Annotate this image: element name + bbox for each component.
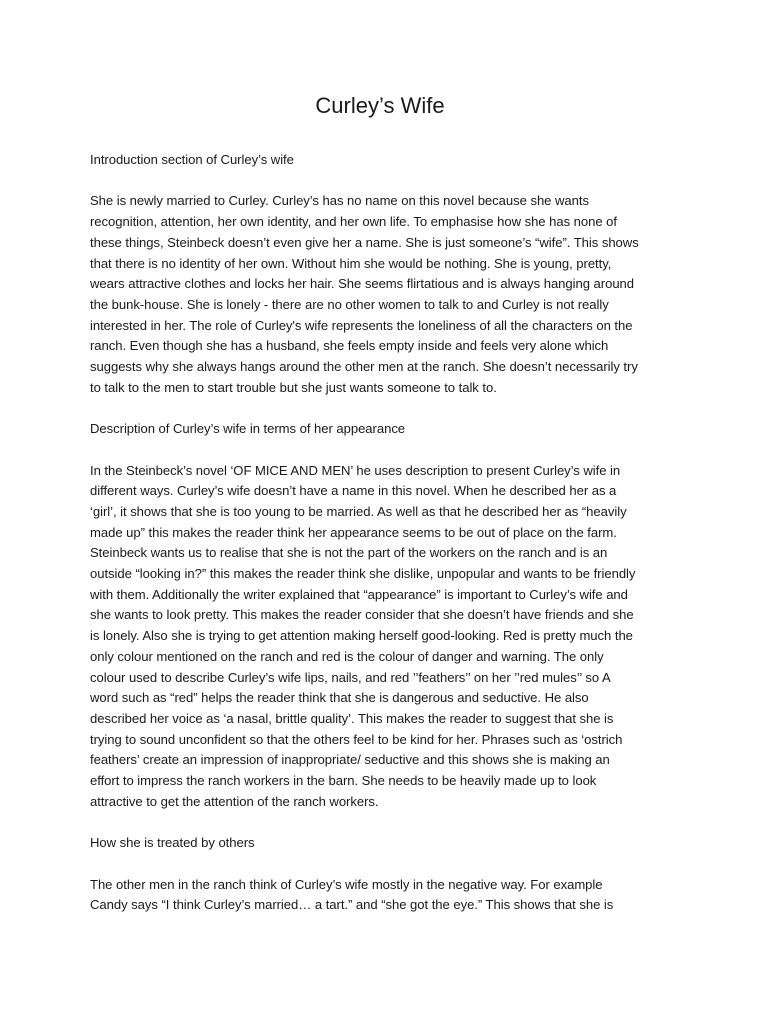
paragraph-introduction — [90, 191, 690, 398]
text-line: colour used to describe Curley’s wife lips, nails, and red ’’feathers’’ on her ’’red mules’’ so A — [90, 669, 611, 685]
text-line: only colour mentioned on the ranch and red is the colour of danger and warning. The only — [90, 648, 604, 664]
text-line: trying to sound unconfident so that the others feel to be kind for her. Phrases such as ‘ostrich — [90, 731, 623, 747]
text-line: How she is treated by others — [90, 835, 255, 851]
text-line: The other men in the ranch think of Curley’s wife mostly in the negative way. For example — [90, 876, 603, 892]
section-heading-appearance — [90, 419, 690, 440]
text-line: different ways. Curley’s wife doesn’t have a name in this novel. When he described her as a — [90, 483, 617, 499]
document-body — [90, 150, 690, 937]
text-line: to talk to the men to start trouble but she just wants someone to talk to. — [90, 379, 497, 395]
text-line: wears attractive clothes and locks her hair. She seems flirtatious and is always hanging around — [90, 276, 635, 292]
paragraph-treatment — [90, 875, 690, 916]
text-line: feathers’ create an impression of inappropriate/ seductive and this shows she is making an — [90, 752, 610, 768]
text-line: is lonely. Also she is trying to get attention making herself good-looking. Red is pretty much the — [90, 628, 633, 644]
text-line: interested in her. The role of Curley's wife represents the loneliness of all the characters on the — [90, 317, 633, 333]
text-line: In the Steinbeck’s novel ‘OF MICE AND MEN’ he uses description to present Curley’s wife in — [90, 462, 621, 478]
text-line: outside “looking in?” this makes the reader think she dislike, unpopular and wants to be friendly — [90, 566, 636, 582]
text-line: She is newly married to Curley. Curley’s has no name on this novel because she wants — [90, 193, 589, 209]
text-line: Description of Curley’s wife in terms of her appearance — [90, 421, 406, 437]
text-line: that there is no identity of her own. Without him she would be nothing. She is young, pretty, — [90, 255, 612, 271]
section-heading-treatment — [90, 833, 690, 854]
text-line: these things, Steinbeck doesn’t even give her a name. She is just someone’s “wife”. This shows — [90, 234, 639, 250]
text-line: suggests why she always hangs around the other men at the ranch. She doesn’t necessarily try — [90, 359, 638, 375]
text-line: effort to impress the ranch workers in the barn. She needs to be heavily made up to look — [90, 773, 597, 789]
text-line: Steinbeck wants us to realise that she is not the part of the workers on the ranch and is an — [90, 545, 608, 561]
text-line: Candy says “I think Curley’s married… a tart.” and “she got the eye.” This shows that she is — [90, 897, 614, 913]
text-line: ranch. Even though she has a husband, she feels empty inside and feels very alone which — [90, 338, 609, 354]
text-line: she wants to look pretty. This makes the reader consider that she doesn’t have friends and she — [90, 607, 634, 623]
text-line: described her voice as ‘a nasal, brittle quality’. This makes the reader to suggest that she is — [90, 710, 614, 726]
document-title: Curley’s Wife — [315, 93, 445, 118]
text-line: ‘girl’, it shows that she is too young to be married. As well as that he described her as “heavily — [90, 503, 627, 519]
text-line: attractive to get the attention of the ranch workers. — [90, 793, 379, 809]
text-line: the bunk-house. She is lonely - there are no other women to talk to and Curley is not really — [90, 296, 609, 312]
text-line: Introduction section of Curley’s wife — [90, 152, 294, 167]
paragraph-appearance — [90, 461, 690, 813]
text-line: with them. Additionally the writer explained that “appearance” is important to Curley’s wife and — [90, 586, 628, 602]
text-line: word such as “red” helps the reader think that she is dangerous and seductive. He also — [90, 690, 589, 706]
text-line: made up” this makes the reader think her appearance seems to be out of place on the farm. — [90, 524, 617, 540]
section-heading-introduction — [90, 150, 690, 171]
text-line: recognition, attention, her own identity, and her own life. To emphasise how she has none of — [90, 214, 618, 230]
